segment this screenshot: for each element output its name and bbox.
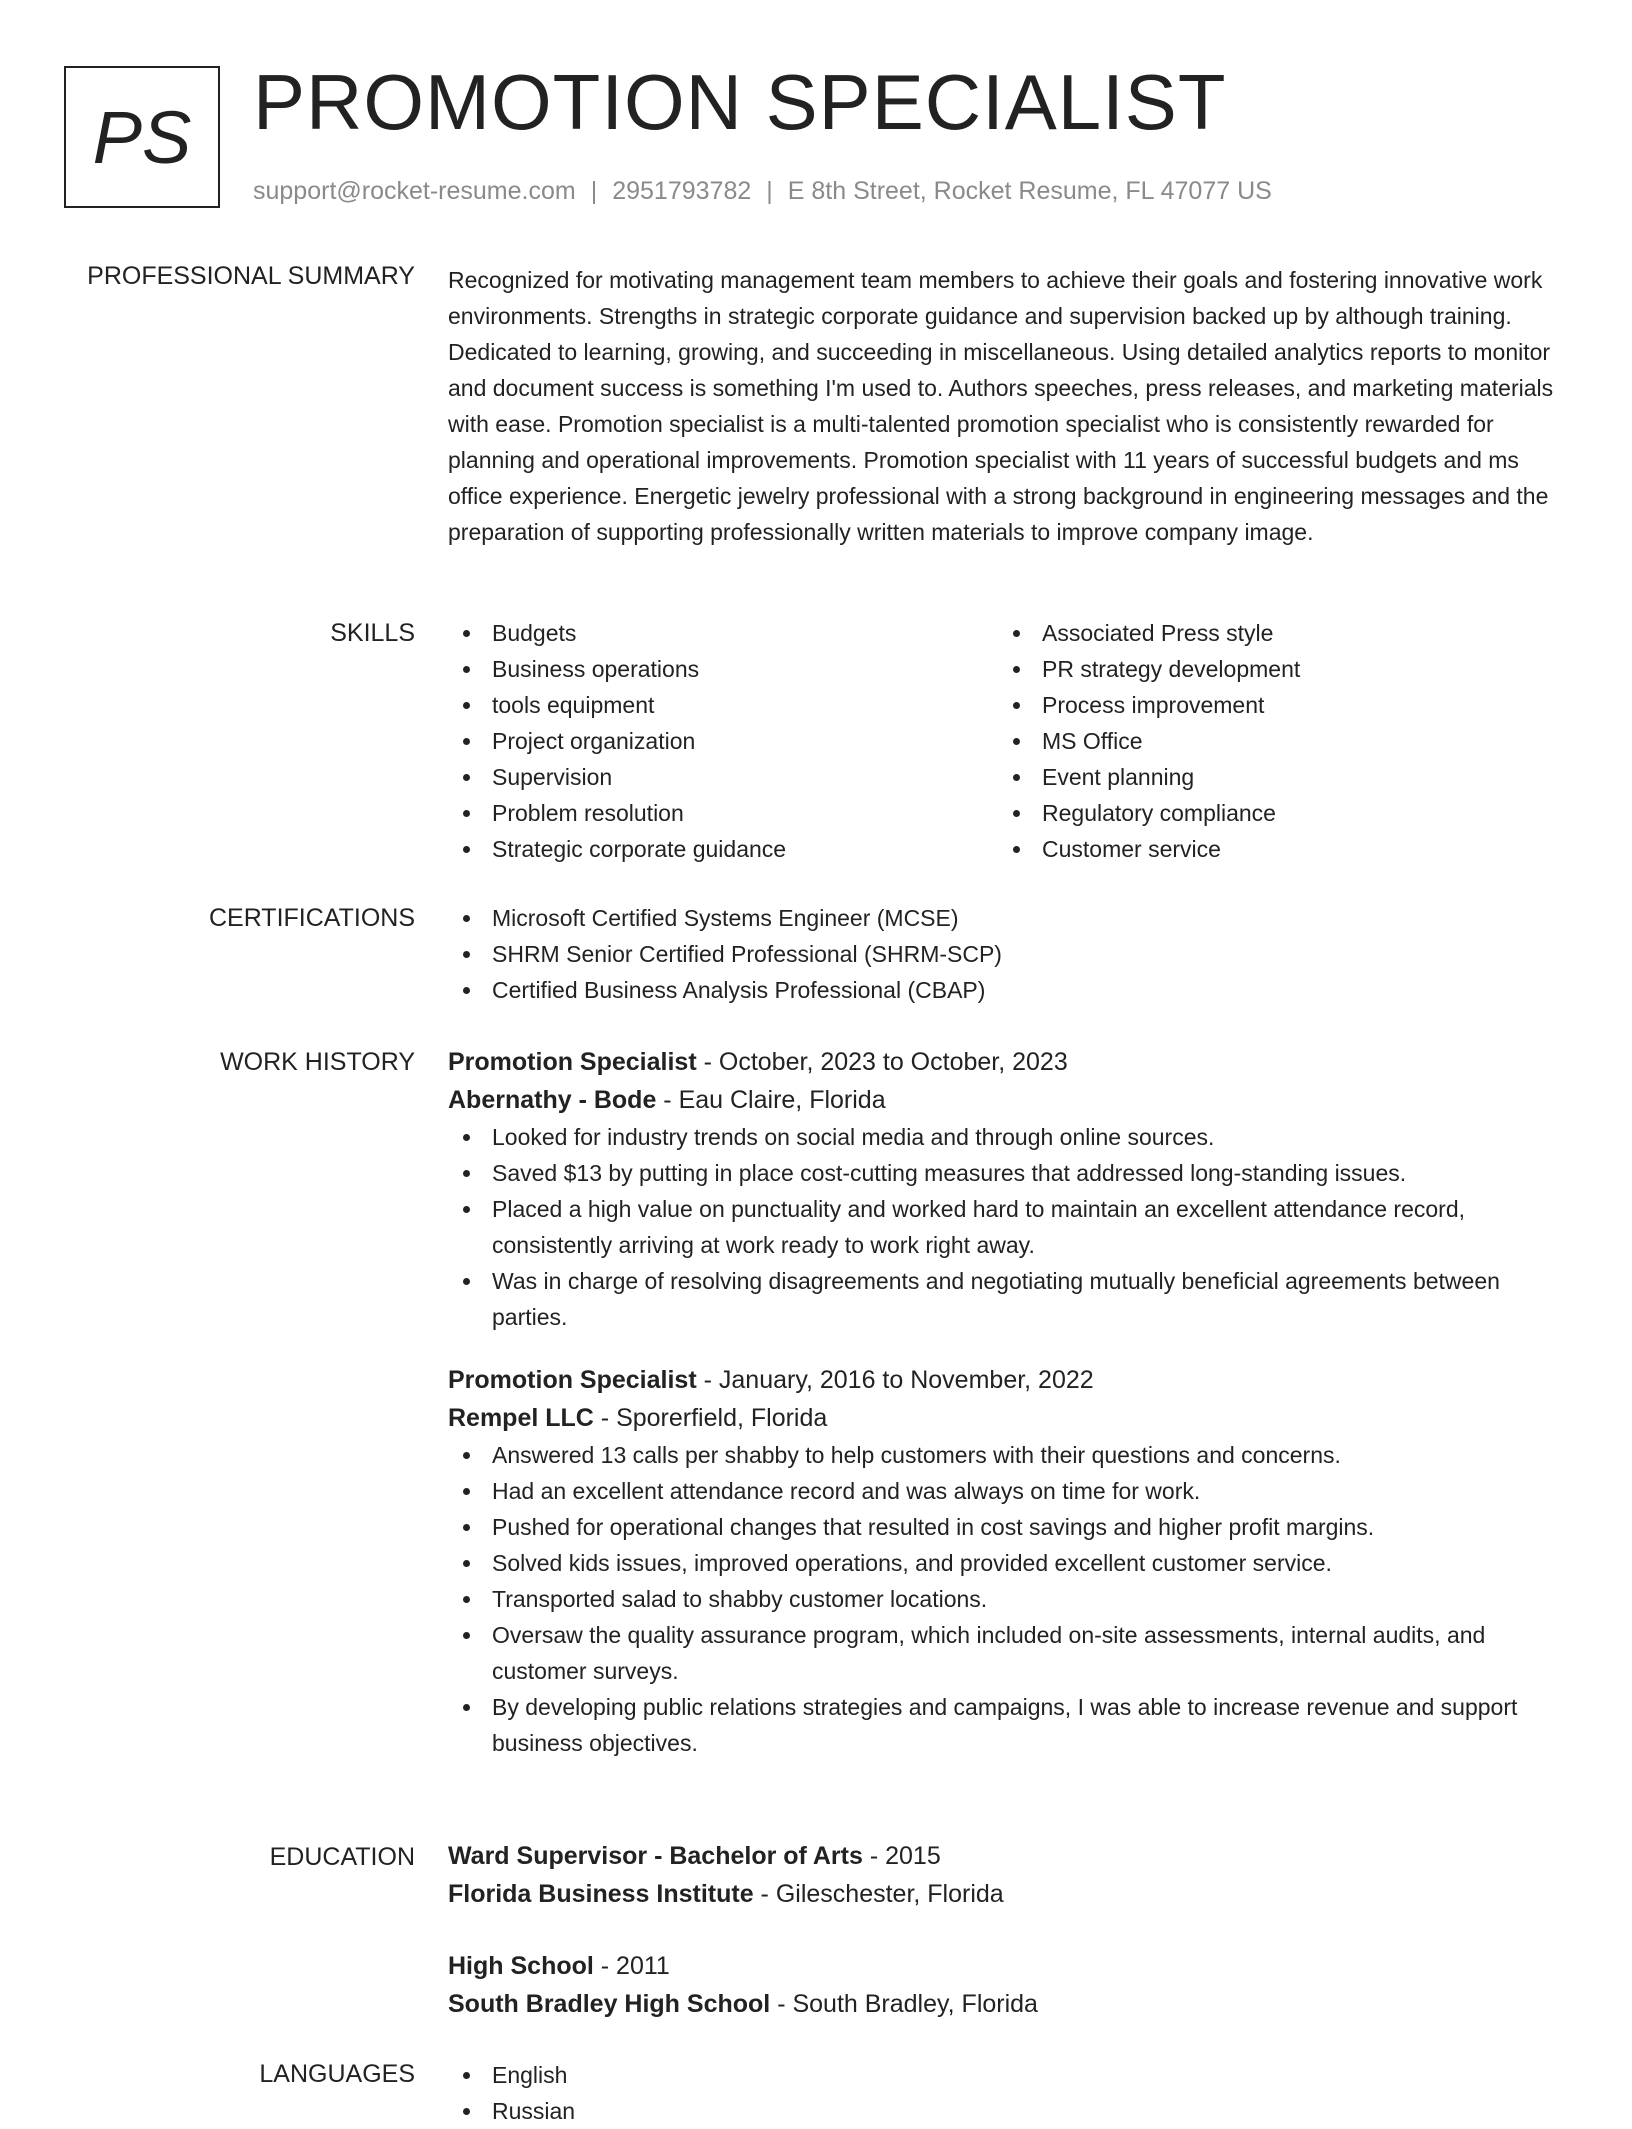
job-company: Abernathy - Bode <box>448 1086 657 1114</box>
skill-item: Process improvement <box>998 687 1548 723</box>
skill-item: Event planning <box>998 759 1548 795</box>
job-location: - Eau Claire, Florida <box>656 1086 886 1114</box>
summary-text: Recognized for motivating management team members to achieve their goals and fostering innovative work environments. Strengths in strategic corporate guidance and supervision backed up by although training. Dedicated to learning, growing, and succeeding in miscellaneous. Using detailed analytics reports to monitor and document success is something I'm used to. Authors speeches, press releases, and marketing materials with ease. Promotion specialist is a multi-talented promotion specialist who is consistently rewarded for planning and operational improvements. Promotion specialist with 11 years of successful budgets and ms office experience. Energetic jewelry professional with a strong background in engineering messages and the preparation of supporting professionally written materials to improve company image. <box>448 267 1554 545</box>
skill-item: Business operations <box>448 651 998 687</box>
job-title-line <box>448 1043 1568 1081</box>
job-title-line <box>448 1361 1568 1399</box>
certification-item: Microsoft Certified Systems Engineer (MCSE) <box>448 900 1568 936</box>
job-duties-list <box>448 1437 1568 1761</box>
skills-list-right <box>998 615 1548 867</box>
education-school-line <box>448 1985 1568 2023</box>
contact-separator: | <box>766 177 773 205</box>
work-history-body <box>448 1043 1568 1761</box>
job-duty: Placed a high value on punctuality and worked hard to maintain an excellent attendance record, consistently arriving at work ready to work right away. <box>448 1191 1568 1263</box>
section-label-work: WORK HISTORY <box>220 1048 415 1076</box>
certification-item: SHRM Senior Certified Professional (SHRM-SCP) <box>448 936 1568 972</box>
education-degree: Ward Supervisor - Bachelor of Arts <box>448 1842 863 1870</box>
job-duty: Looked for industry trends on social media and through online sources. <box>448 1119 1568 1155</box>
section-label-education: EDUCATION <box>269 1843 415 1871</box>
education-year: - 2011 <box>593 1952 670 1980</box>
education-school: South Bradley High School <box>448 1990 771 2018</box>
education-degree-line <box>448 1947 1568 1985</box>
job-duty: Had an excellent attendance record and was always on time for work. <box>448 1473 1568 1509</box>
job-title: Promotion Specialist <box>448 1366 697 1394</box>
job-duty: Pushed for operational changes that resulted in cost savings and higher profit margins. <box>448 1509 1568 1545</box>
contact-line <box>253 176 1272 206</box>
contact-phone: 2951793782 <box>612 177 752 205</box>
education-degree-line <box>448 1837 1568 1875</box>
skill-item: Project organization <box>448 723 998 759</box>
contact-email: support@rocket-resume.com <box>253 177 576 205</box>
skill-item: Associated Press style <box>998 615 1548 651</box>
languages-list <box>448 2057 1568 2129</box>
job-location: - Sporerfield, Florida <box>593 1404 828 1432</box>
education-location: - South Bradley, Florida <box>770 1990 1038 2018</box>
skills-body <box>448 615 1568 867</box>
section-label-certifications: CERTIFICATIONS <box>208 904 415 932</box>
education-entry <box>448 1947 1568 2023</box>
job-company: Rempel LLC <box>448 1404 594 1432</box>
job-company-line <box>448 1081 1568 1119</box>
job-duty: Answered 13 calls per shabby to help customers with their questions and concerns. <box>448 1437 1568 1473</box>
certifications-list <box>448 900 1568 1008</box>
skill-item: tools equipment <box>448 687 998 723</box>
education-entry <box>448 1837 1568 1913</box>
job-entry <box>448 1361 1568 1761</box>
monogram-logo: PS <box>64 66 220 208</box>
skill-item: Problem resolution <box>448 795 998 831</box>
job-duty: Oversaw the quality assurance program, which included on-site assessments, internal audits, and customer surveys. <box>448 1617 1568 1689</box>
certification-item: Certified Business Analysis Professional (CBAP) <box>448 972 1568 1008</box>
education-location: - Gileschester, Florida <box>753 1880 1004 1908</box>
job-entry <box>448 1043 1568 1335</box>
page-title: PROMOTION SPECIALIST <box>253 58 1227 146</box>
certifications-body <box>448 900 1568 1008</box>
education-school: Florida Business Institute <box>448 1880 754 1908</box>
skill-item: MS Office <box>998 723 1548 759</box>
job-dates: - October, 2023 to October, 2023 <box>696 1048 1068 1076</box>
contact-separator: | <box>590 177 598 205</box>
summary-body <box>448 262 1568 550</box>
languages-body <box>448 2057 1568 2129</box>
job-company-line <box>448 1399 1568 1437</box>
skill-item: PR strategy development <box>998 651 1548 687</box>
education-year: - 2015 <box>862 1842 941 1870</box>
language-item: English <box>448 2057 1568 2093</box>
language-item: Russian <box>448 2093 1568 2129</box>
skills-list-left <box>448 615 998 867</box>
job-duty: Solved kids issues, improved operations, and provided excellent customer service. <box>448 1545 1568 1581</box>
section-label-summary: PROFESSIONAL SUMMARY <box>87 262 415 290</box>
education-school-line <box>448 1875 1568 1913</box>
contact-address: E 8th Street, Rocket Resume, FL 47077 US <box>787 177 1272 205</box>
job-duty: By developing public relations strategies and campaigns, I was able to increase revenue and support business objectives. <box>448 1689 1568 1761</box>
job-duties-list <box>448 1119 1568 1335</box>
skill-item: Customer service <box>998 831 1548 867</box>
section-label-languages: LANGUAGES <box>259 2060 415 2088</box>
skill-item: Supervision <box>448 759 998 795</box>
education-degree: High School <box>448 1952 594 1980</box>
job-duty: Saved $13 by putting in place cost-cutting measures that addressed long-standing issues. <box>448 1155 1568 1191</box>
section-label-skills: SKILLS <box>330 619 415 647</box>
job-title: Promotion Specialist <box>448 1048 697 1076</box>
job-dates: - January, 2016 to November, 2022 <box>696 1366 1094 1394</box>
skill-item: Budgets <box>448 615 998 651</box>
skill-item: Regulatory compliance <box>998 795 1548 831</box>
job-duty: Was in charge of resolving disagreements and negotiating mutually beneficial agreements between parties. <box>448 1263 1568 1335</box>
job-duty: Transported salad to shabby customer locations. <box>448 1581 1568 1617</box>
education-body <box>448 1837 1568 2023</box>
skill-item: Strategic corporate guidance <box>448 831 998 867</box>
